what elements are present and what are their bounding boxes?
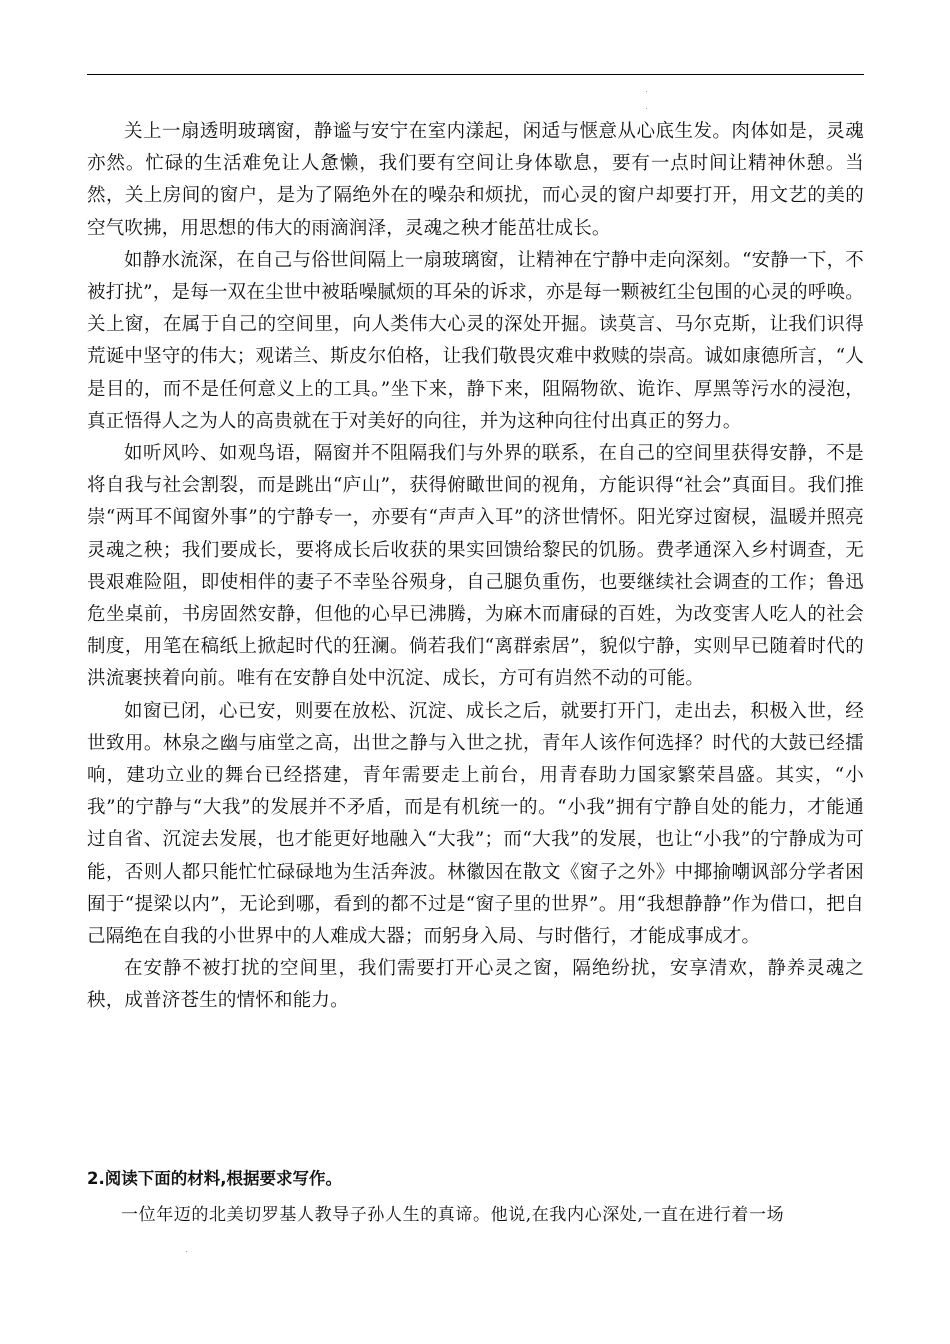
scan-speck bbox=[186, 1251, 187, 1252]
essay-paragraph-5: 在安静不被打扰的空间里，我们需要打开心灵之窗，隔绝纷扰，安享清欢，静养灵魂之秧，成普济苍生的情怀和能力。 bbox=[87, 958, 864, 1012]
essay-body bbox=[87, 116, 864, 1018]
scan-speck bbox=[646, 108, 647, 109]
essay-paragraph-3: 如听风吟、如观鸟语，隔窗并不阻隔我们与外界的联系，在自己的空间里获得安静，不是将自我与社会割裂，而是跳出“庐山”，获得俯瞰世间的视角，方能识得“社会”真面目。我们推崇“两耳不闻窗外事”的宁静专一，亦要有“声声入耳”的济世情怀。阳光穿过窗棂，温暖并照亮灵魂之秧；我们要成长，要将成长后收获的果实回馈给黎民的饥肠。费孝通深入乡村调查，无畏艰难险阻，即使相伴的妻子不幸坠谷殒身，自己腿负重伤，也要继续社会调查的工作；鲁迅危坐桌前，书房固然安静，但他的心早已沸腾，为麻木而庸碌的百姓，为改变害人吃人的社会制度，用笔在稿纸上掀起时代的狂澜。倘若我们“离群索居”，貌似宁静，实则早已随着时代的洪流裹挟着向前。唯有在安静自处中沉淀、成长，方可有岿然不动的可能。 bbox=[87, 443, 864, 690]
essay-paragraph-1: 关上一扇透明玻璃窗，静谧与安宁在室内漾起，闲适与惬意从心底生发。肉体如是，灵魂亦然。忙碌的生活难免让人惫懒，我们要有空间让身体歇息，要有一点时间让精神休憩。当然，关上房间的窗户，是为了隔绝外在的噪杂和烦扰，而心灵的窗户却要打开，用文艺的美的空气吹拂，用思想的伟大的雨滴润泽，灵魂之秧才能茁壮成长。 bbox=[87, 121, 864, 239]
essay-paragraph-4: 如窗已闭，心已安，则要在放松、沉淀、成长之后，就要打开门，走出去，积极入世，经世致用。林泉之幽与庙堂之高，出世之静与入世之扰，青年人该作何选择？时代的大鼓已经擂响，建功立业的舞台已经搭建，青年需要走上前台，用青春助力国家繁荣昌盛。其实，“小我”的宁静与“大我”的发展并不矛盾，而是有机统一的。“小我”拥有宁静自处的能力，才能通过自省、沉淀去发展，也才能更好地融入“大我”；而“大我”的发展，也让“小我”的宁静成为可能，否则人都只能忙忙碌碌地为生活奔波。林徽因在散文《窗子之外》中揶揄嘲讽部分学者困囿于“提梁以内”，无论到哪，看到的都不过是“窗子里的世界”。用“我想静静”作为借口，把自己隔绝在自我的小世界中的人难成大器；而躬身入局、与时偕行，才能成事成才。 bbox=[87, 700, 864, 948]
question-heading: 2.阅读下面的材料,根据要求写作。 bbox=[87, 1169, 343, 1188]
header-rule bbox=[87, 74, 864, 75]
essay-paragraph-2: 如静水流深，在自己与俗世间隔上一扇玻璃窗，让精神在宁静中走向深刻。“安静一下，不被打扰”，是每一双在尘世中被聒噪腻烦的耳朵的诉求，亦是每一颗被红尘包围的心灵的呼唤。关上窗，在属于自己的空间里，向人类伟大心灵的深处开掘。读莫言、马尔克斯，让我们识得荒诞中坚守的伟大；观诺兰、斯皮尔伯格，让我们敬畏灾难中救赎的崇高。诚如康德所言，“人是目的，而不是任何意义上的工具。”坐下来，静下来，阻隔物欲、诡诈、厚黑等污水的浸泡，真正悟得人之为人的高贵就在于对美好的向往，并为这种向往付出真正的努力。 bbox=[87, 249, 864, 432]
question-material: 一位年迈的北美切罗基人教导子孙人生的真谛。他说,在我内心深处,一直在进行着一场 bbox=[121, 1205, 785, 1225]
scan-speck bbox=[646, 91, 647, 92]
